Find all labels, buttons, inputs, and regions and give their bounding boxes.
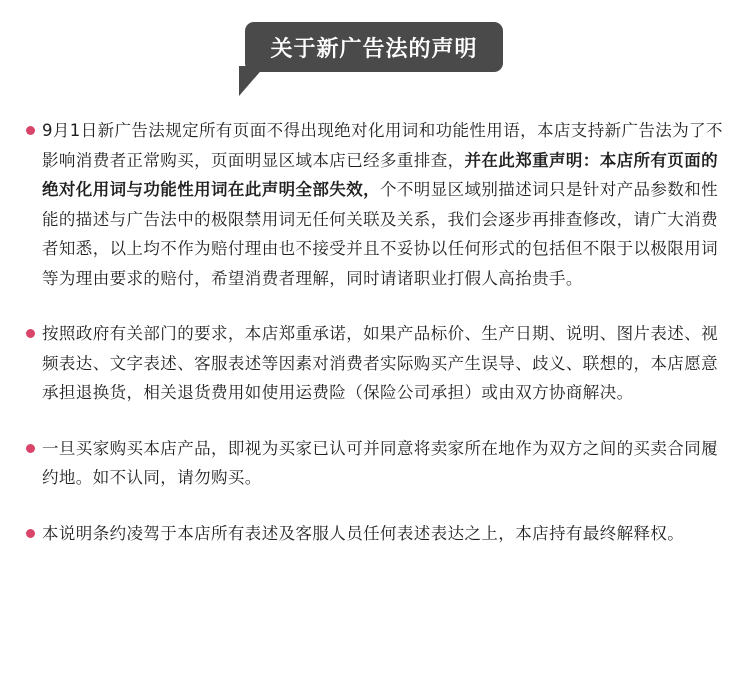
bullet-dot-icon bbox=[26, 444, 35, 453]
bullet-dot-icon bbox=[26, 126, 35, 135]
statement-content bbox=[22, 116, 728, 574]
paragraph-2-text: 按照政府有关部门的要求，本店郑重承诺，如果产品标价、生产日期、说明、图片表述、视频表达、文字表述、客服表述等因素对消费者实际购买产生误导、歧义、联想的，本店愿意承担退换货，相关退货费用如使用运费险（保险公司承担）或由双方协商解决。 bbox=[42, 324, 718, 402]
page-title: 关于新广告法的声明 bbox=[245, 22, 503, 72]
statement-paragraph-1 bbox=[22, 116, 728, 293]
paragraph-1-bold-text: 并在此郑重声明：本店所有页面的绝对化用词与功能性用词在此声明全部失效， bbox=[42, 150, 718, 199]
bullet-dot-icon bbox=[26, 529, 35, 538]
paragraph-4-text: 本说明条约凌驾于本店所有表述及客服人员任何表述表达之上，本店持有最终解释权。 bbox=[42, 523, 685, 543]
paragraph-1-text-end: 个不明显区域别描述词只是针对产品参数和性能的描述与广告法中的极限禁用词无任何关联及关系，我们会逐步再排查修改，请广大消费者知悉，以上均不作为赔付理由也不接受并且不妥协以任何形式的包括但不限于以极限用词等为理由要求的赔付，希望消费者理解，同时请诸职业打假人高抬贵手。 bbox=[42, 180, 718, 288]
statement-paragraph-3 bbox=[22, 434, 728, 493]
paragraph-3-text: 一旦买家购买本店产品，即视为买家已认可并同意将卖家所在地作为双方之间的买卖合同履约地。如不认同，请勿购买。 bbox=[42, 438, 718, 487]
bullet-dot-icon bbox=[26, 329, 35, 338]
paragraph-1-text: 9月1日新广告法规定所有页面不得出现绝对化用词和功能性用语，本店支持新广告法为了不影响消费者正常购买，页面明显区域本店已经多重排查， bbox=[42, 121, 723, 170]
statement-paragraph-2 bbox=[22, 319, 728, 408]
statement-paragraph-4 bbox=[22, 519, 728, 549]
